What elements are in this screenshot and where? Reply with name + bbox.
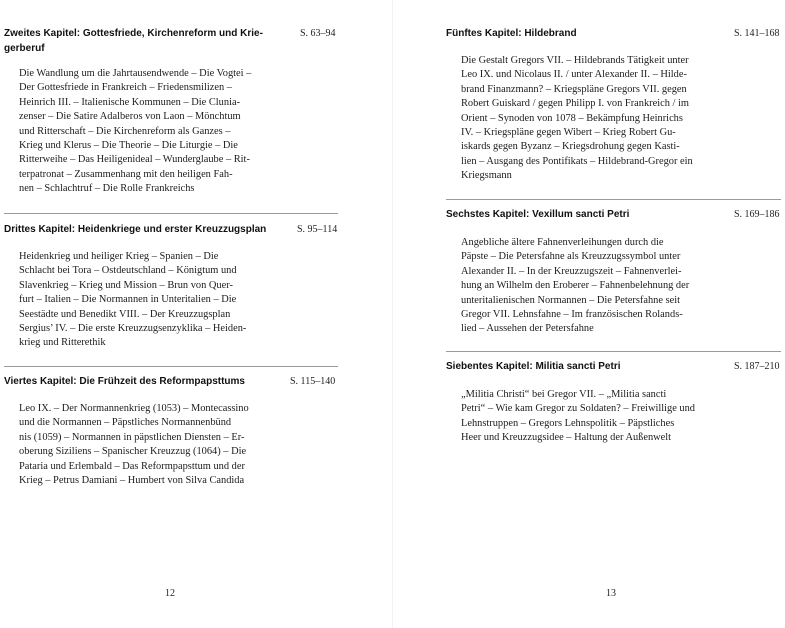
summary-line: und Ritterschaft – Die Kirchenreform als Ganzes – bbox=[19, 125, 231, 137]
left-page bbox=[0, 0, 392, 628]
summary-line: Lehnstruppen – Gregors Lehnspolitik – Päpstliches bbox=[461, 417, 675, 429]
chapter-7-summary bbox=[461, 388, 695, 446]
summary-line: Orient – Synoden von 1078 – Bekämpfung Heinrichs bbox=[461, 112, 683, 124]
chapter-6-title bbox=[446, 207, 696, 222]
summary-line: Heidenkrieg und heiliger Krieg – Spanien – Die bbox=[19, 251, 219, 262]
summary-line: Leo IX. und Nicolaus II. / unter Alexander II. – Hilde- bbox=[461, 69, 687, 81]
chapter-7-title-line-1: Siebentes Kapitel: Militia sancti Petri bbox=[446, 361, 621, 372]
summary-line: Gregor VII. Lehnsfahne – Im französischen Rolands- bbox=[461, 308, 683, 320]
summary-line: Heinrich III. – Italienische Kommunen – Die Clunia- bbox=[19, 96, 241, 108]
summary-line: unteritalienischen Normannen – Die Petersfahne seit bbox=[461, 294, 680, 306]
summary-line: Päpste – Die Petersfahne als Kreuzzugssymbol unter bbox=[461, 251, 681, 263]
summary-line: Die Gestalt Gregors VII. – Hildebrands Tätigkeit unter bbox=[461, 55, 689, 66]
chapter-3-pages: S. 95–114 bbox=[297, 224, 338, 235]
chapter-5-title bbox=[446, 26, 696, 41]
summary-line: brand Finanzmann? – Kriegspläne Gregors VII. gegen bbox=[461, 83, 687, 95]
summary-line: Petri“ – Wie kam Gregor zu Soldaten? – Freiwillige und bbox=[461, 403, 695, 415]
section-divider bbox=[4, 366, 338, 367]
chapter-4-title-line-1: Viertes Kapitel: Die Frühzeit des Reformpapsttums bbox=[4, 376, 245, 387]
chapter-4-pages: S. 115–140 bbox=[290, 376, 336, 387]
chapter-6-pages: S. 169–186 bbox=[734, 209, 780, 220]
chapter-2-title-line-2: gerberuf bbox=[4, 43, 45, 54]
summary-line: „Militia Christi“ bei Gregor VII. – „Militia sancti bbox=[461, 389, 667, 400]
chapter-4-summary bbox=[19, 402, 249, 488]
summary-line: Alexander II. – In der Kreuzzugszeit – Fahnenverlei- bbox=[461, 265, 682, 277]
summary-line: nen – Schlachtruf – Die Rolle Frankreichs bbox=[19, 183, 195, 195]
summary-line: krieg und Ritterethik bbox=[19, 337, 106, 349]
summary-line: Angebliche ältere Fahnenverleihungen durch die bbox=[461, 237, 664, 248]
chapter-7-pages: S. 187–210 bbox=[734, 361, 780, 372]
summary-line: Schlacht bei Tora – Ostdeutschland – Königtum und bbox=[19, 265, 237, 277]
chapter-5-pages: S. 141–168 bbox=[734, 28, 780, 39]
summary-line: Der Gottesfriede in Frankreich – Friedensmilizen – bbox=[19, 82, 232, 94]
summary-line: Heer und Kreuzzugsidee – Haltung der Außenwelt bbox=[461, 432, 672, 444]
chapter-4-title bbox=[4, 374, 284, 389]
chapter-2-summary bbox=[19, 67, 251, 197]
section-divider bbox=[446, 199, 781, 200]
summary-line: lien – Ausgang des Pontifikats – Hildebrand-Gregor ein bbox=[461, 155, 693, 167]
summary-line: iskards gegen Byzanz – Kriegsdrohung gegen Kasti- bbox=[461, 141, 680, 153]
chapter-6-summary bbox=[461, 236, 689, 337]
summary-line: Sergius’ IV. – Die erste Kreuzzugsenzyklika – Heiden- bbox=[19, 322, 247, 334]
chapter-5-title-line-1: Fünftes Kapitel: Hildebrand bbox=[446, 28, 577, 39]
summary-line: Die Wandlung um die Jahrtausendwende – Die Vogtei – bbox=[19, 68, 252, 79]
page-number: 13 bbox=[606, 588, 616, 599]
summary-line: Krieg und Klerus – Die Theorie – Die Liturgie – Die bbox=[19, 139, 238, 151]
chapter-7-title bbox=[446, 359, 696, 374]
summary-line: Slavenkrieg – Krieg und Mission – Brun von Quer- bbox=[19, 279, 233, 291]
chapter-2-title-line-1: Zweites Kapitel: Gottesfriede, Kirchenreform und Krie- bbox=[4, 28, 263, 39]
summary-line: Kriegsmann bbox=[461, 170, 512, 182]
chapter-5-summary bbox=[461, 54, 693, 184]
chapter-3-title bbox=[4, 222, 284, 237]
summary-line: und die Normannen – Päpstliches Normannenbünd bbox=[19, 417, 232, 429]
summary-line: oberung Siziliens – Spanischer Kreuzzug (1064) – Die bbox=[19, 446, 247, 458]
summary-line: Leo IX. – Der Normannenkrieg (1053) – Montecassino bbox=[19, 403, 249, 414]
summary-line: nis (1059) – Normannen in päpstlichen Diensten – Er- bbox=[19, 431, 245, 443]
summary-line: lied – Aussehen der Petersfahne bbox=[461, 323, 594, 335]
section-divider bbox=[446, 351, 781, 352]
summary-line: hung an Wilhelm den Eroberer – Fahnenbelehnung der bbox=[461, 280, 690, 292]
chapter-3-title-line-1: Drittes Kapitel: Heidenkriege und erster Kreuzzugsplan bbox=[4, 224, 267, 235]
summary-line: Seestädte und Benedikt VIII. – Der Kreuzzugsplan bbox=[19, 308, 231, 320]
summary-line: furt – Italien – Die Normannen in Unteritalien – Die bbox=[19, 294, 237, 306]
chapter-6-title-line-1: Sechstes Kapitel: Vexillum sancti Petri bbox=[446, 209, 630, 220]
chapter-2-pages: S. 63–94 bbox=[300, 28, 336, 39]
chapter-3-summary bbox=[19, 250, 246, 351]
summary-line: zenser – Die Satire Adalberos von Laon – Mönchtum bbox=[19, 111, 241, 123]
summary-line: IV. – Kriegspläne gegen Wibert – Krieg Robert Gu- bbox=[461, 126, 676, 138]
section-divider bbox=[4, 213, 338, 214]
summary-line: Ritterweihe – Das Heiligenideal – Wunderglaube – Rit- bbox=[19, 154, 250, 166]
summary-line: terpatronat – Zusammenhang mit den heiligen Fah- bbox=[19, 168, 233, 180]
summary-line: Pataria und Erlembald – Das Reformpapsttum und der bbox=[19, 460, 245, 472]
chapter-2-title bbox=[4, 26, 266, 56]
summary-line: Robert Guiskard / gegen Philipp I. von Frankreich / im bbox=[461, 98, 689, 110]
right-page bbox=[393, 0, 785, 628]
page-number: 12 bbox=[165, 588, 175, 599]
summary-line: Krieg – Petrus Damiani – Humbert von Silva Candida bbox=[19, 474, 245, 486]
